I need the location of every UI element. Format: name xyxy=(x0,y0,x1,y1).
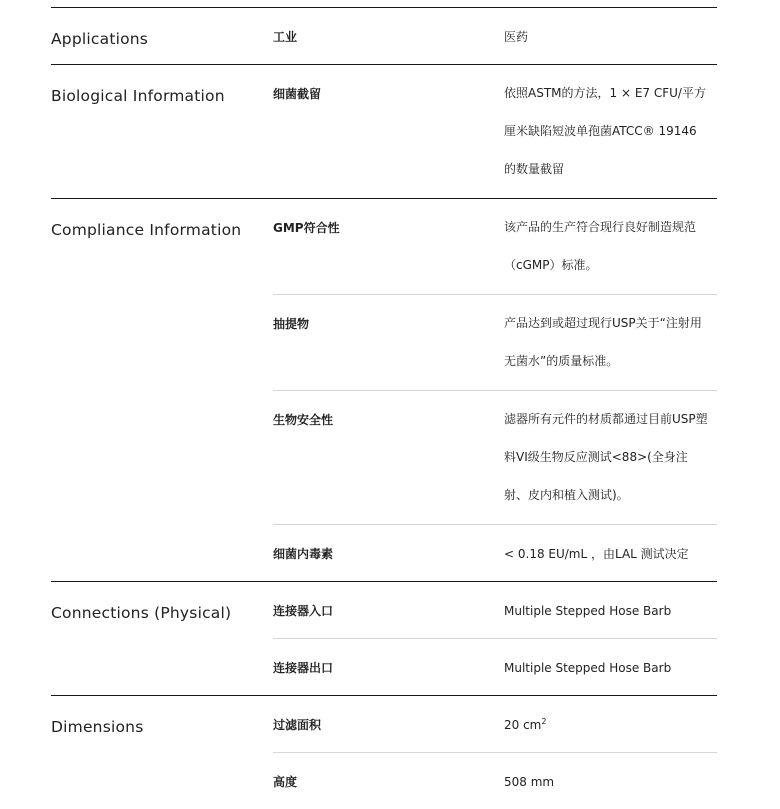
spec-row xyxy=(273,8,717,64)
section-dimensions xyxy=(51,695,717,809)
row-value: 该产品的生产符合现行良好制造规范（cGMP）标准。 xyxy=(504,220,697,272)
row-label: 过滤面积 xyxy=(273,718,322,732)
row-label: 细菌截留 xyxy=(273,87,322,101)
spec-row xyxy=(273,582,717,638)
row-value xyxy=(504,696,717,752)
row-value: 医药 xyxy=(504,30,529,44)
spec-row xyxy=(273,199,717,294)
section-title: Dimensions xyxy=(51,718,144,736)
row-value: < 0.18 EU/mL ，由LAL 测试决定 xyxy=(504,547,689,561)
row-value: 产品达到或超过现行USP关于“注射用无菌水”的质量标准。 xyxy=(504,316,702,368)
row-label: 工业 xyxy=(273,30,298,44)
spec-row xyxy=(273,638,717,695)
row-value: Multiple Stepped Hose Barb xyxy=(504,661,672,675)
row-value: 依照ASTM的方法，1 × E7 CFU/平方厘米缺陷短波单孢菌ATCC® 19146 的数量截留 xyxy=(504,86,706,176)
section-title: Biological Information xyxy=(51,87,225,105)
row-value: 滤器所有元件的材质都通过目前USP塑料VI级生物反应测试<88>(全身注射、皮内和植入测试)。 xyxy=(504,412,708,502)
spec-row xyxy=(273,524,717,581)
spec-row xyxy=(273,752,717,809)
value-text: 20 cm xyxy=(504,718,542,732)
row-label: 连接器出口 xyxy=(273,661,334,675)
row-label: 生物安全性 xyxy=(273,413,334,427)
section-title: Compliance Information xyxy=(51,221,242,239)
spec-row xyxy=(273,390,717,524)
spec-row xyxy=(273,696,717,752)
section-title: Connections (Physical) xyxy=(51,604,232,622)
row-value: 508 mm xyxy=(504,775,555,789)
spec-row xyxy=(273,294,717,390)
section-applications xyxy=(51,7,717,64)
row-label: GMP符合性 xyxy=(273,221,340,235)
spec-row xyxy=(273,65,717,198)
row-value: Multiple Stepped Hose Barb xyxy=(504,604,672,618)
spec-table xyxy=(51,7,717,809)
section-biological-information xyxy=(51,64,717,198)
section-connections-physical xyxy=(51,581,717,695)
row-label: 连接器入口 xyxy=(273,604,334,618)
row-label: 抽提物 xyxy=(273,317,310,331)
row-label: 细菌内毒素 xyxy=(273,547,334,561)
section-title: Applications xyxy=(51,30,149,48)
row-label: 高度 xyxy=(273,775,298,789)
section-compliance-information xyxy=(51,198,717,581)
superscript: 2 xyxy=(541,717,547,726)
